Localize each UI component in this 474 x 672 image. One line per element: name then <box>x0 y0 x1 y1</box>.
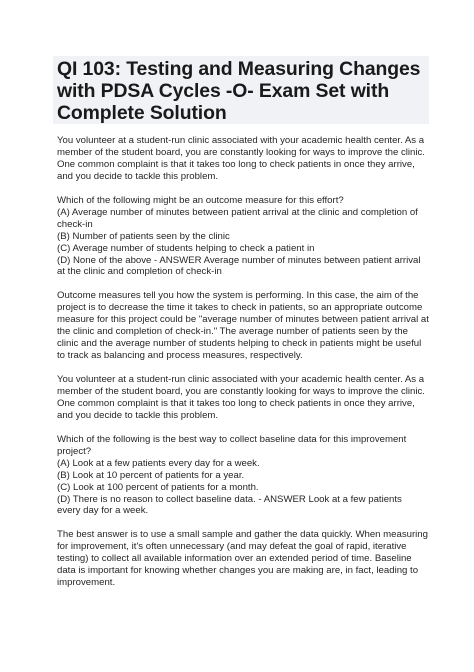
text-line: project is to decrease the time it takes to check in patients, so an appropriate outcome <box>57 302 423 314</box>
question-text: Which of the following might be an outcome measure for this effort? <box>57 194 344 206</box>
text-line: measure for this project could be "average number of minutes between patient arrival at <box>57 314 429 326</box>
document-body <box>57 135 435 601</box>
text-line: One common complaint is that it takes too long to check patients in once they arrive, <box>57 397 415 409</box>
text-line: Outcome measures tell you how the system is performing. In this case, the aim of the <box>57 290 419 302</box>
text-line: clinic and the average number of students helping to check in patients might be useful <box>57 338 422 350</box>
text-line: and you decide to tackle this problem. <box>57 170 219 182</box>
question-block <box>57 195 435 279</box>
title-line: QI 103: Testing and Measuring Changes <box>57 58 421 80</box>
answer-option: every day for a week. <box>57 505 149 517</box>
text-line: testing) to collect all available information over an extended period of time. Baseline <box>57 553 412 565</box>
answer-option: (D) There is no reason to collect baseline data. - ANSWER Look at a few patients <box>57 493 402 505</box>
text-line: member of the student board, you are constantly looking for ways to improve the clinic. <box>57 385 425 397</box>
title-line: with PDSA Cycles -O- Exam Set with <box>57 80 390 102</box>
text-line: improvement. <box>57 577 116 589</box>
answer-option: (D) None of the above - ANSWER Average number of minutes between patient arrival <box>57 254 421 266</box>
scenario-paragraph <box>57 135 435 183</box>
text-line: You volunteer at a student-run clinic associated with your academic health center. As a <box>57 374 425 386</box>
scenario-paragraph <box>57 374 435 422</box>
text-line: data is important for knowing whether changes you are making are, in fact, leading to <box>57 565 419 577</box>
answer-option: (C) Average number of students helping to check a patient in <box>57 242 315 254</box>
answer-option: (B) Number of patients seen by the clinic <box>57 230 230 242</box>
explanation-paragraph <box>57 290 435 362</box>
text-line: member of the student board, you are constantly looking for ways to improve the clinic. <box>57 146 425 158</box>
answer-option: (A) Look at a few patients every day for a week. <box>57 457 260 469</box>
answer-option: (B) Look at 10 percent of patients for a year. <box>57 469 245 481</box>
text-line: One common complaint is that it takes too long to check patients in once they arrive, <box>57 158 415 170</box>
question-block <box>57 434 435 518</box>
explanation-paragraph <box>57 529 435 589</box>
answer-option: at the clinic and completion of check-in <box>57 266 222 278</box>
document-title <box>57 58 437 124</box>
answer-option: check-in <box>57 218 93 230</box>
text-line: and you decide to tackle this problem. <box>57 409 219 421</box>
text-line: to track as balancing and process measures, respectively. <box>57 350 303 362</box>
answer-option: (A) Average number of minutes between patient arrival at the clinic and completion of <box>57 206 418 218</box>
question-text: Which of the following is the best way to collect baseline data for this improvement <box>57 433 407 445</box>
text-line: You volunteer at a student-run clinic associated with your academic health center. As a <box>57 135 425 146</box>
title-line: Complete Solution <box>57 102 227 124</box>
text-line: the clinic and completion of check-in." The average number of patients seen by the <box>57 326 408 338</box>
text-line: for improvement, it's often unnecessary (and may defeat the goal of rapid, iterative <box>57 541 407 553</box>
text-line: The best answer is to use a small sample and gather the data quickly. When measuring <box>57 529 428 541</box>
question-text: project? <box>57 445 92 457</box>
answer-option: (C) Look at 100 percent of patients for a month. <box>57 481 259 493</box>
